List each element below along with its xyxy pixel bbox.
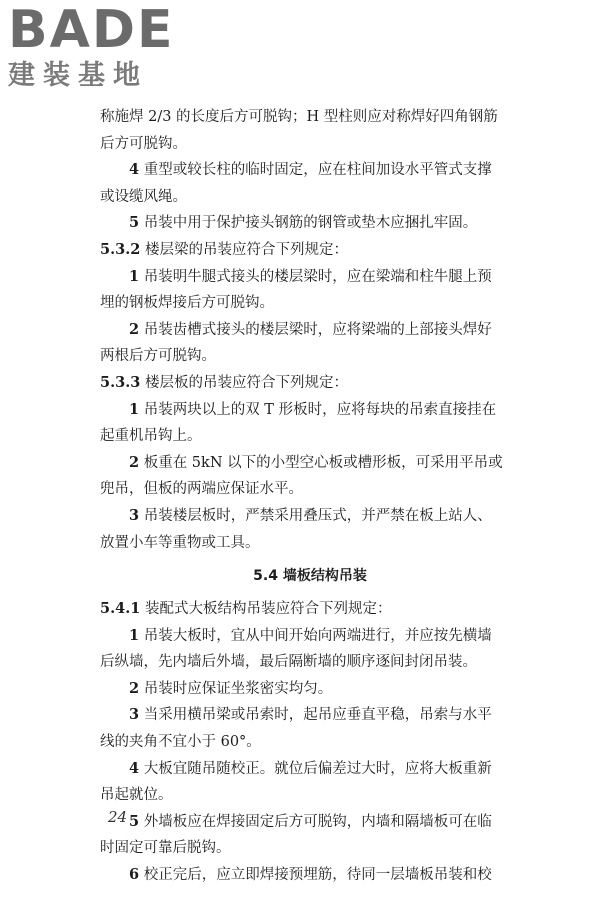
line-text: 吊装时应保证坐浆密实均匀。 xyxy=(139,680,333,697)
item-number: 3 xyxy=(129,506,140,524)
line-text: 大板宜随吊随校正。就位后偏差过大时，应将大板重新 xyxy=(139,760,492,777)
bade-logo xyxy=(8,2,178,94)
item-number: 4 xyxy=(129,161,140,179)
line-text: 吊装齿槽式接头的楼层梁时，应将梁端的上部接头焊好 xyxy=(139,321,492,338)
text-line xyxy=(100,756,520,783)
line-text: 兜吊，但板的两端应保证水平。 xyxy=(100,481,303,498)
line-text: 外墙板应在焊接固定后方可脱钩，内墙和隔墙板可在临 xyxy=(139,813,492,830)
text-line xyxy=(100,450,520,477)
text-line xyxy=(100,131,520,158)
text-block-5-3 xyxy=(100,104,520,556)
line-text: 两根后方可脱钩。 xyxy=(100,348,216,365)
section-heading: 5.4 墙板结构吊装 xyxy=(253,568,367,585)
item-number: 6 xyxy=(129,866,140,884)
text-line xyxy=(100,264,520,291)
line-text: 楼层板的吊装应符合下列规定： xyxy=(140,374,348,391)
line-text: 埋的钢板焊接后方可脱钩。 xyxy=(100,295,274,312)
line-text: 或设缆风绳。 xyxy=(100,188,187,205)
text-line xyxy=(100,290,520,317)
logo-subtitle: 建装基地 xyxy=(8,60,148,91)
text-line xyxy=(100,423,520,450)
item-number: 5.4.1 xyxy=(100,600,141,618)
item-number: 1 xyxy=(129,267,140,285)
text-line xyxy=(100,862,520,889)
line-text: 吊装明牛腿式接头的楼层梁时，应在梁端和柱牛腿上预 xyxy=(139,268,492,285)
text-line xyxy=(100,503,520,530)
line-text: 吊起就位。 xyxy=(100,787,173,804)
logo-wordmark: BADE xyxy=(8,0,175,60)
item-number: 2 xyxy=(129,453,140,471)
text-line xyxy=(100,343,520,370)
item-number: 2 xyxy=(129,320,140,338)
text-line xyxy=(100,596,520,623)
line-text: 放置小车等重物或工具。 xyxy=(100,534,260,551)
line-text: 吊装楼层板时，严禁采用叠压式，并严禁在板上站人、 xyxy=(139,507,492,524)
line-text: 校正完后，应立即焊接预埋筋，待同一层墙板吊装和校 xyxy=(139,867,492,884)
line-text: 吊装大板时，宜从中间开始向两端进行，并应按先横墙 xyxy=(139,627,492,644)
item-number: 5 xyxy=(129,812,140,830)
line-text: 起重机吊钩上。 xyxy=(100,428,202,445)
item-number: 1 xyxy=(129,400,140,418)
item-number: 1 xyxy=(129,626,140,644)
line-text: 重型或较长柱的临时固定，应在柱间加设水平管式支撑 xyxy=(139,162,492,179)
text-line xyxy=(100,317,520,344)
text-line xyxy=(100,237,520,264)
text-line xyxy=(100,623,520,650)
text-line xyxy=(100,157,520,184)
text-line xyxy=(100,210,520,237)
line-text: 楼层梁的吊装应符合下列规定： xyxy=(140,241,348,258)
text-line xyxy=(100,530,520,557)
text-line xyxy=(100,476,520,503)
text-line xyxy=(100,835,520,862)
document-body xyxy=(100,104,520,889)
line-text: 后方可脱钩。 xyxy=(100,135,187,152)
text-block-5-4 xyxy=(100,596,520,889)
line-text: 装配式大板结构吊装应符合下列规定： xyxy=(140,601,392,618)
line-text: 当采用横吊梁或吊索时，起吊应垂直平稳，吊索与水平 xyxy=(139,707,492,724)
item-number: 2 xyxy=(129,679,140,697)
text-line xyxy=(100,104,520,131)
line-text: 吊装中用于保护接头钢筋的钢管或垫木应捆扎牢固。 xyxy=(139,215,478,232)
line-text: 时固定可靠后脱钩。 xyxy=(100,840,231,857)
text-line xyxy=(100,184,520,211)
item-number: 5 xyxy=(129,214,140,232)
line-text: 后纵墙，先内墙后外墙，最后隔断墙的顺序逐间封闭吊装。 xyxy=(100,654,477,671)
item-number: 5.3.3 xyxy=(100,373,141,391)
text-line xyxy=(100,702,520,729)
line-text: 吊装两块以上的双 T 形板时，应将每块的吊索直接挂在 xyxy=(139,401,497,418)
line-text: 称施焊 2/3 的长度后方可脱钩；H 型柱则应对称焊好四角钢筋 xyxy=(100,109,498,125)
line-text: 板重在 5kN 以下的小型空心板或槽形板，可采用平吊或 xyxy=(139,454,503,471)
item-number: 5.3.2 xyxy=(100,240,141,258)
line-text: 线的夹角不宜小于 60°。 xyxy=(100,734,261,751)
page-number: 24 xyxy=(108,808,128,826)
text-line xyxy=(100,676,520,703)
item-number: 4 xyxy=(129,759,140,777)
text-line xyxy=(100,729,520,756)
text-line xyxy=(100,649,520,676)
text-line xyxy=(100,397,520,424)
text-line xyxy=(100,370,520,397)
text-line xyxy=(100,809,520,836)
item-number: 3 xyxy=(129,706,140,724)
text-line xyxy=(100,782,520,809)
